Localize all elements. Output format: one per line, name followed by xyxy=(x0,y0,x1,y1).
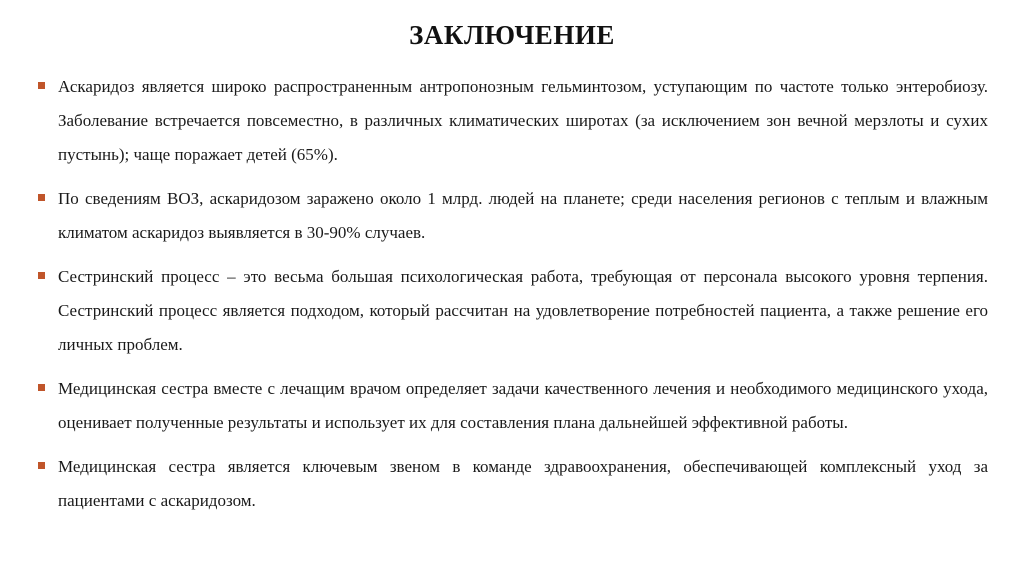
bullet-text: Аскаридоз является широко распространенным антропонозным гельминтозом, уступающим по частоте только энтеробиозу. Заболевание встречается повсеместно, в различных климатических широтах (за исключением зон вечной мерзлоты и сухих пустынь); чаще поражает детей (65%). xyxy=(58,77,988,164)
bullet-item xyxy=(38,260,988,362)
bullet-item xyxy=(38,450,988,518)
bullet-list xyxy=(38,70,988,528)
square-bullet-icon xyxy=(38,384,45,391)
bullet-text: По сведениям ВОЗ, аскаридозом заражено около 1 млрд. людей на планете; среди населения регионов с теплым и влажным климатом аскаридоз выявляется в 30-90% случаев. xyxy=(58,189,988,242)
slide-title: ЗАКЛЮЧЕНИЕ xyxy=(409,20,615,50)
square-bullet-icon xyxy=(38,82,45,89)
bullet-item xyxy=(38,70,988,172)
bullet-text: Сестринский процесс – это весьма большая психологическая работа, требующая от персонала высокого уровня терпения. Сестринский процесс является подходом, который рассчитан на удовлетворение потребностей пациента, а также решение его личных проблем. xyxy=(58,267,988,354)
bullet-text: Медицинская сестра вместе с лечащим врачом определяет задачи качественного лечения и необходимого медицинского ухода, оценивает полученные результаты и использует их для составления плана дальнейшей эффективной работы. xyxy=(58,379,988,432)
square-bullet-icon xyxy=(38,272,45,279)
square-bullet-icon xyxy=(38,462,45,469)
square-bullet-icon xyxy=(38,194,45,201)
bullet-text: Медицинская сестра является ключевым звеном в команде здравоохранения, обеспечивающей комплексный уход за пациентами с аскаридозом. xyxy=(58,457,988,510)
bullet-item xyxy=(38,182,988,250)
bullet-item xyxy=(38,372,988,440)
